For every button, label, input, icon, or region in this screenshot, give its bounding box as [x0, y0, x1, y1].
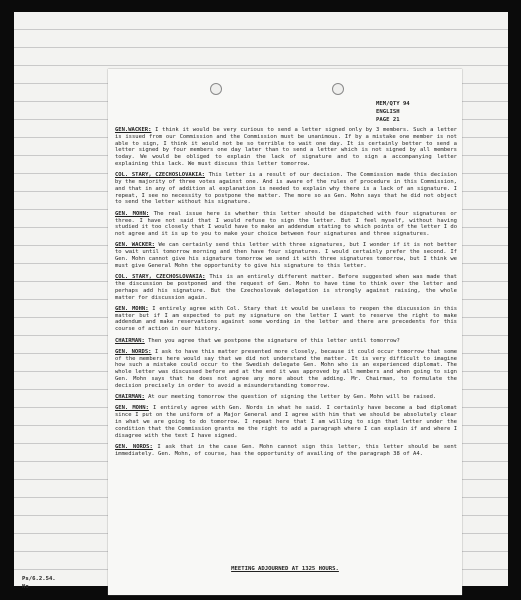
minutes-paragraph [115, 338, 457, 345]
minutes-body [115, 127, 457, 462]
speaker-name: GEN. WACKER: [115, 242, 155, 249]
punch-hole-icon [210, 83, 222, 95]
minutes-paragraph [115, 274, 457, 301]
minutes-paragraph [115, 127, 457, 168]
typed-date: Ps/6.2.54. [22, 576, 56, 582]
speaker-name: CHAIRMAN: [115, 337, 145, 344]
minutes-paragraph [115, 444, 457, 458]
speaker-name: GEN. MOHN: [115, 305, 149, 312]
statement-text: The real issue here is whether this letter should be dispatched with four signatures or three. I have not said that I would refuse to sign the letter. But I feel myself, without having studied it too closely that I would have to make an addendum stating to which points of the letter I do not agree and it is up to you to make your choice between four signatures and three signatures. [115, 210, 457, 238]
punch-hole-icon [332, 83, 344, 95]
minutes-paragraph [115, 211, 457, 238]
minutes-paragraph [115, 394, 457, 401]
document-page [22, 69, 462, 595]
speaker-name: GEN. MOHN: [115, 210, 150, 217]
speaker-name: GEN. NORDS: [115, 348, 152, 355]
minutes-paragraph [115, 306, 457, 333]
typist-code: No [22, 584, 29, 590]
statement-text: At our meeting tomorrow the question of signing the letter by Gen. Mohn will be raised. [148, 394, 437, 401]
minutes-footer [22, 565, 462, 590]
reference-code: MEM/QTY 94 [376, 101, 410, 107]
speaker-name: GEN.WACKER: [115, 127, 152, 133]
speaker-name: CHAIRMAN: [115, 394, 145, 401]
speaker-name: COL. STARY, CZECHOSLOVAKIA: [115, 274, 206, 281]
minutes-paragraph [115, 242, 457, 269]
document-reference [376, 100, 410, 124]
speaker-name: COL. STARY, CZECHOSLOVAKIA: [115, 172, 205, 179]
typist-mark [22, 575, 56, 591]
speaker-name: GEN. MOHN: [115, 405, 149, 412]
statement-text: Then you agree that we postpone the signature of this letter until tomorrow? [148, 337, 400, 344]
statement-text: This letter is a result of our decision. The Commission made this decision by the majority of three votes against one. And is aware of the rules of procedure in this Commission, and that in any of addition al explanation is needed to explain why there is a lack of an signature. I repeat, I see no necessity to postpone the matter. The more so as Gen. Mohn says that he did not object to send the letter without his signature. [115, 172, 458, 206]
statement-text: I think it would be very curious to send a letter signed only by 3 members. Such a letter is issued from our Commission and the Commission must be unanimous. If by a mistake one member is not able to sign, I think it would not be so terrible to wait one day. It is certainly better to send a letter signed by four members one day later than to send a letter which is not signed by all members today. We would be obliged to explain the lack of signature and to sign a accompanying letter explaining this lack. We must discuss this letter tomorrow. [115, 127, 457, 167]
statement-text: I ask to have this matter presented more closely, because it could occur tomorrow that some of the members here would say that we did not understand the matter. It is very difficult to imagine how such a mistake could occur to the Swedish delegate Gen. Mohn who is an experienced diplomat. The whole letter was discussed before and at the end it was approved by all members and when going to sign Gen. Mohn says that he does not agree any more about the adding. Mr. Chairman, to formulate the decision precisely in order to avoid a misunderstanding tomorrow. [115, 348, 457, 389]
statement-text: I entirely agree with Col. Stary that it would be useless to reopen the discussion in this matter but if I am expected to put my signature on the letter I want to reserve the right to make addendum and make reservations against some wording in the letter and there are precedents for this course of action in our history. [115, 305, 458, 333]
statement-text: This is an entirely different matter. Before suggested when was made that the discussion be postponed and the request of Gen. Mohn to have time to think over the letter and perhaps add his signature. But the Czechoslovak delegation is strongly against raising, the whole matter for discussion again. [115, 274, 457, 301]
speaker-name: GEN. NORDS: [115, 443, 153, 450]
minutes-paragraph [115, 349, 457, 390]
mounting-sheet [14, 12, 508, 590]
minutes-paragraph [115, 172, 457, 206]
statement-text: We can certainly send this letter with three signatures, but I wonder if it is not better to wait until tomorrow morning and then have four signatures. I would certainly prefer the second. If Gen. Mohn cannot give his signature tomorrow we send it with three signatures tomorrow, but I think we must give General Mohn the opportunity to give his signature to this letter. [115, 242, 457, 269]
reference-language: ENGLISH [376, 109, 400, 115]
statement-text: I entirely agree with Gen. Nords in what he said. I certainly have become a bad diplomat since I put on the uniform of a Major General and I agree with him that we should be absolutely clear in what we are going to do tomorrow. I repeat here that I am willing to sign that letter under the condition that the Commission grants me the right to add a paragraph where I can explain if and where I disagree with the text I have signed. [115, 405, 457, 439]
minutes-paragraph [115, 405, 457, 439]
statement-text: I ask that in the case Gen. Mohn cannot sign this letter, this letter should be sent immediately. Gen. Mohn, of course, has the opportunity of availing of the paragraph 38 of A4. [115, 443, 457, 457]
adjournment-line: MEETING ADJOURNED AT 1325 HOURS. [231, 566, 339, 572]
reference-page: PAGE 21 [376, 117, 400, 123]
